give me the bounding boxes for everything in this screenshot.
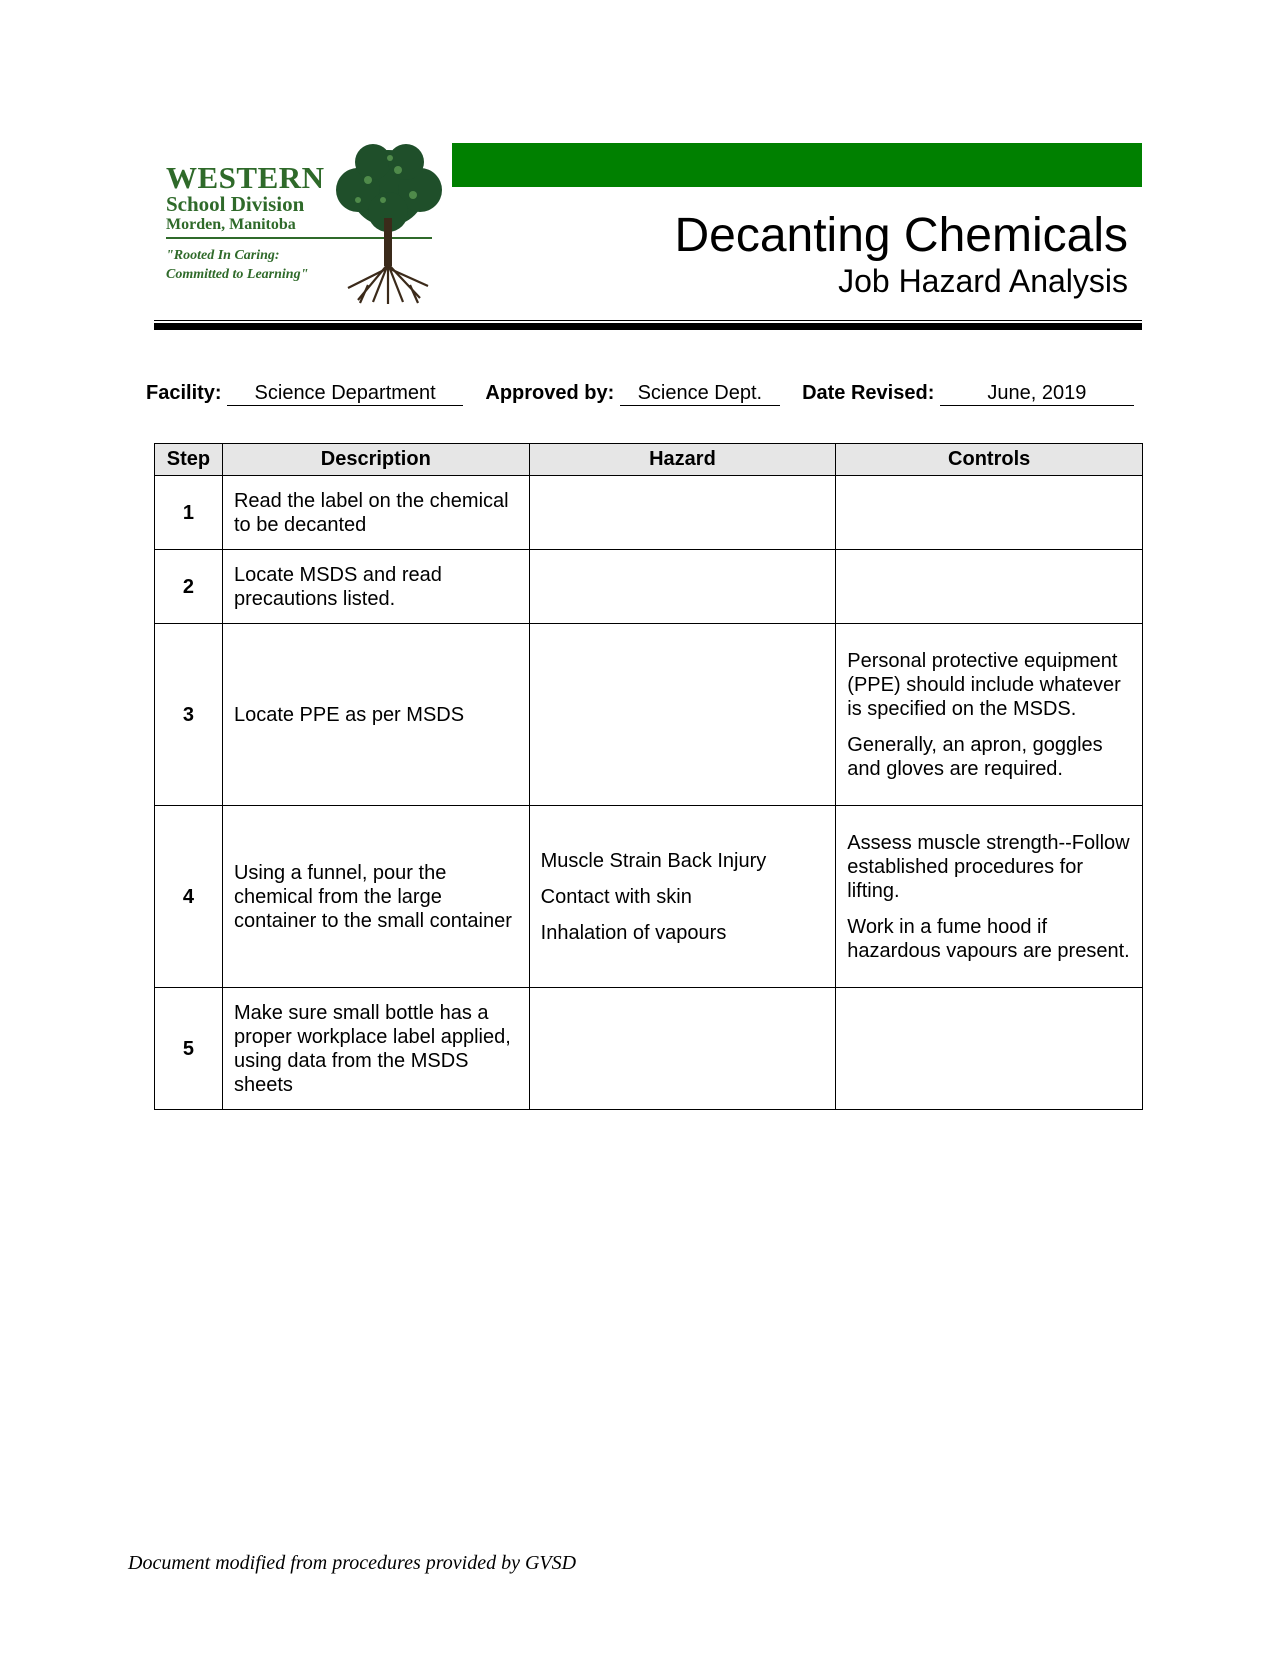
logo-motto-line2: Committed to Learning" bbox=[166, 267, 309, 282]
date-revised-label: Date Revised: bbox=[802, 382, 935, 404]
header-hazard: Hazard bbox=[529, 444, 836, 476]
footer-note: Document modified from procedures provided by GVSD bbox=[128, 1552, 577, 1574]
step-controls bbox=[836, 550, 1143, 624]
header-controls: Controls bbox=[836, 444, 1143, 476]
approved-value: Science Dept. bbox=[620, 381, 780, 406]
header-divider-thin bbox=[154, 320, 1142, 321]
table-header-row bbox=[155, 444, 1143, 476]
table-row bbox=[155, 550, 1143, 624]
step-hazard bbox=[529, 806, 836, 988]
step-description: Locate PPE as per MSDS bbox=[222, 624, 529, 806]
date-revised-value: June, 2019 bbox=[940, 381, 1134, 406]
hazard-item: Contact with skin bbox=[540, 885, 692, 908]
control-item: Personal protective equipment (PPE) should include whatever is specified on the MSDS. bbox=[847, 649, 1121, 720]
step-hazard bbox=[529, 476, 836, 550]
step-number: 5 bbox=[155, 988, 223, 1110]
tree-logo-icon bbox=[328, 140, 448, 305]
control-item: Work in a fume hood if hazardous vapours are present. bbox=[847, 915, 1130, 962]
logo-name-division: School Division bbox=[166, 192, 305, 216]
step-controls bbox=[836, 624, 1143, 806]
header-description: Description bbox=[222, 444, 529, 476]
facility-value: Science Department bbox=[227, 381, 463, 406]
header-divider-thick bbox=[154, 323, 1142, 330]
logo-name-western: WESTERN bbox=[166, 160, 325, 195]
table-row bbox=[155, 624, 1143, 806]
step-description: Locate MSDS and read precautions listed. bbox=[222, 550, 529, 624]
table-row bbox=[155, 476, 1143, 550]
logo-motto-line1: "Rooted In Caring: bbox=[166, 248, 280, 263]
document-subtitle: Job Hazard Analysis bbox=[838, 263, 1128, 299]
step-controls bbox=[836, 476, 1143, 550]
step-description: Using a funnel, pour the chemical from the large container to the small container bbox=[222, 806, 529, 988]
hazard-item: Inhalation of vapours bbox=[540, 921, 727, 944]
step-hazard bbox=[529, 988, 836, 1110]
step-controls bbox=[836, 988, 1143, 1110]
step-hazard bbox=[529, 624, 836, 806]
control-item: Assess muscle strength--Follow established procedures for lifting. bbox=[847, 831, 1130, 902]
table-row bbox=[155, 806, 1143, 988]
step-description: Make sure small bottle has a proper workplace label applied, using data from the MSDS sheets bbox=[222, 988, 529, 1110]
approved-label: Approved by: bbox=[485, 382, 615, 404]
header-step: Step bbox=[155, 444, 223, 476]
step-number: 2 bbox=[155, 550, 223, 624]
step-number: 1 bbox=[155, 476, 223, 550]
job-hazard-table bbox=[154, 443, 1143, 1110]
logo-motto bbox=[166, 246, 308, 284]
step-controls bbox=[836, 806, 1143, 988]
document-title: Decanting Chemicals bbox=[674, 209, 1128, 262]
hazard-item: Muscle Strain Back Injury bbox=[540, 849, 767, 872]
step-number: 4 bbox=[155, 806, 223, 988]
header-accent-bar bbox=[452, 143, 1142, 187]
step-hazard bbox=[529, 550, 836, 624]
logo-name-location: Morden, Manitoba bbox=[166, 216, 296, 233]
document-info-line bbox=[146, 380, 1146, 406]
facility-label: Facility: bbox=[146, 382, 222, 404]
step-description: Read the label on the chemical to be decanted bbox=[222, 476, 529, 550]
step-number: 3 bbox=[155, 624, 223, 806]
control-item: Generally, an apron, goggles and gloves are required. bbox=[847, 733, 1103, 780]
table-row bbox=[155, 988, 1143, 1110]
